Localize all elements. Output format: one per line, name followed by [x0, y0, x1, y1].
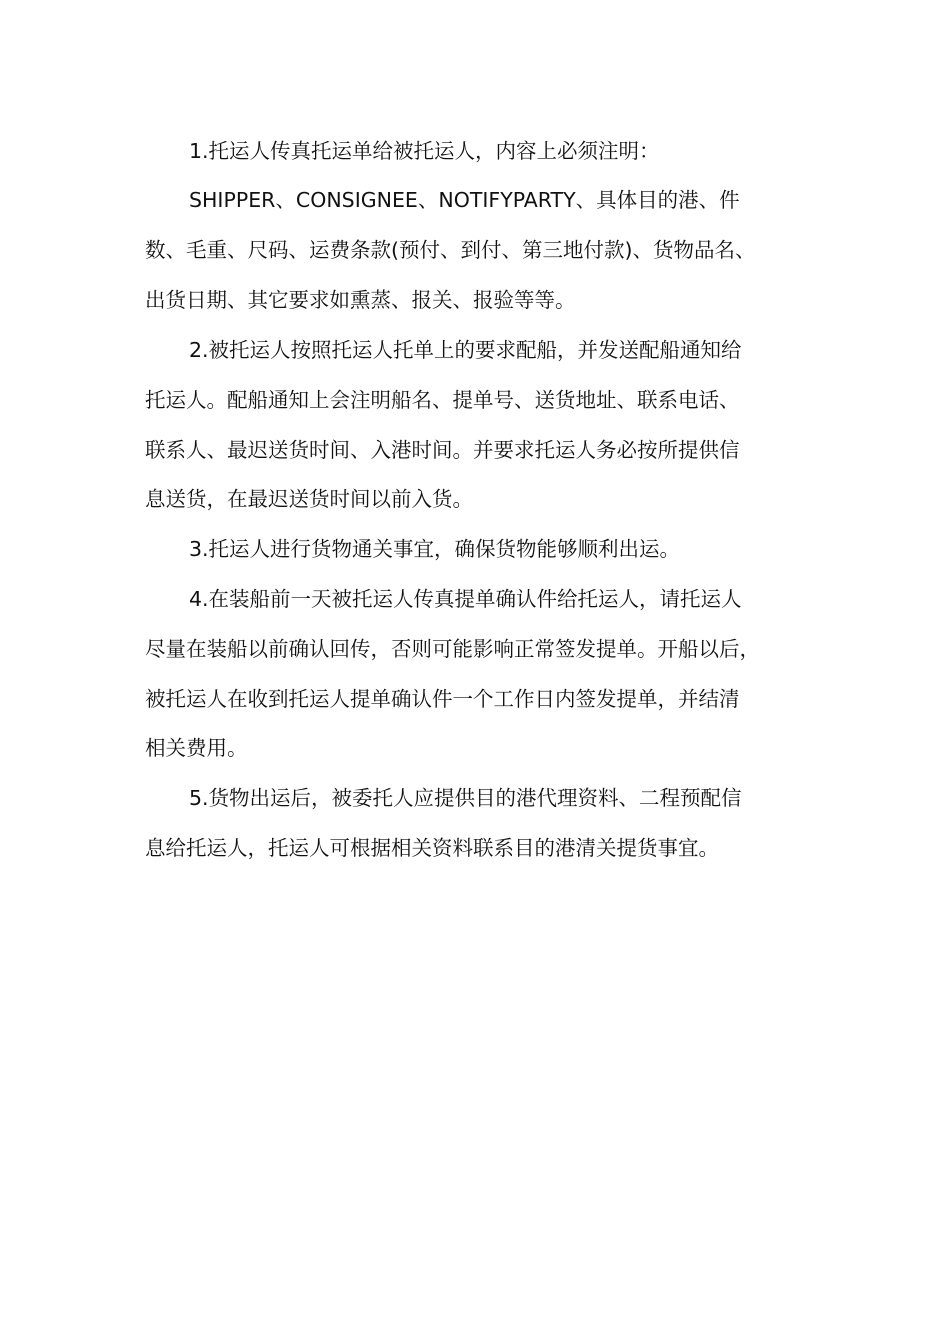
paragraph-1-line-1: 1.托运人传真托运单给被托运人，内容上必须注明： [189, 139, 660, 163]
paragraph-3-line-1: 3.托运人进行货物通关事宜，确保货物能够顺利出运。 [189, 537, 681, 561]
paragraph-5-line-1: 5.货物出运后，被委托人应提供目的港代理资料、二程预配信 [189, 786, 742, 810]
paragraph-4-line-4: 相关费用。 [145, 736, 248, 760]
paragraph-2-line-3: 联系人、最迟送货时间、入港时间。并要求托运人务必按所提供信 [145, 438, 740, 462]
paragraph-1-line-4: 出货日期、其它要求如熏蒸、报关、报验等等。 [145, 288, 576, 312]
paragraph-1-line-3: 数、毛重、尺码、运费条款(预付、到付、第三地付款)、货物品名、 [145, 238, 756, 262]
paragraph-1-line-2: SHIPPER、CONSIGNEE、NOTIFYPARTY、具体目的港、件 [189, 188, 740, 212]
paragraph-4-line-3: 被托运人在收到托运人提单确认件一个工作日内签发提单，并结清 [145, 687, 740, 711]
paragraph-5-line-2: 息给托运人，托运人可根据相关资料联系目的港清关提货事宜。 [145, 836, 719, 860]
paragraph-2-line-2: 托运人。配船通知上会注明船名、提单号、送货地址、联系电话、 [145, 388, 740, 412]
paragraph-4-line-1: 4.在装船前一天被托运人传真提单确认件给托运人，请托运人 [189, 587, 742, 611]
paragraph-4-line-2: 尽量在装船以前确认回传，否则可能影响正常签发提单。开船以后， [145, 637, 760, 661]
paragraph-2-line-1: 2.被托运人按照托运人托单上的要求配船，并发送配船通知给 [189, 338, 742, 362]
paragraph-2-line-4: 息送货，在最迟送货时间以前入货。 [145, 487, 473, 511]
